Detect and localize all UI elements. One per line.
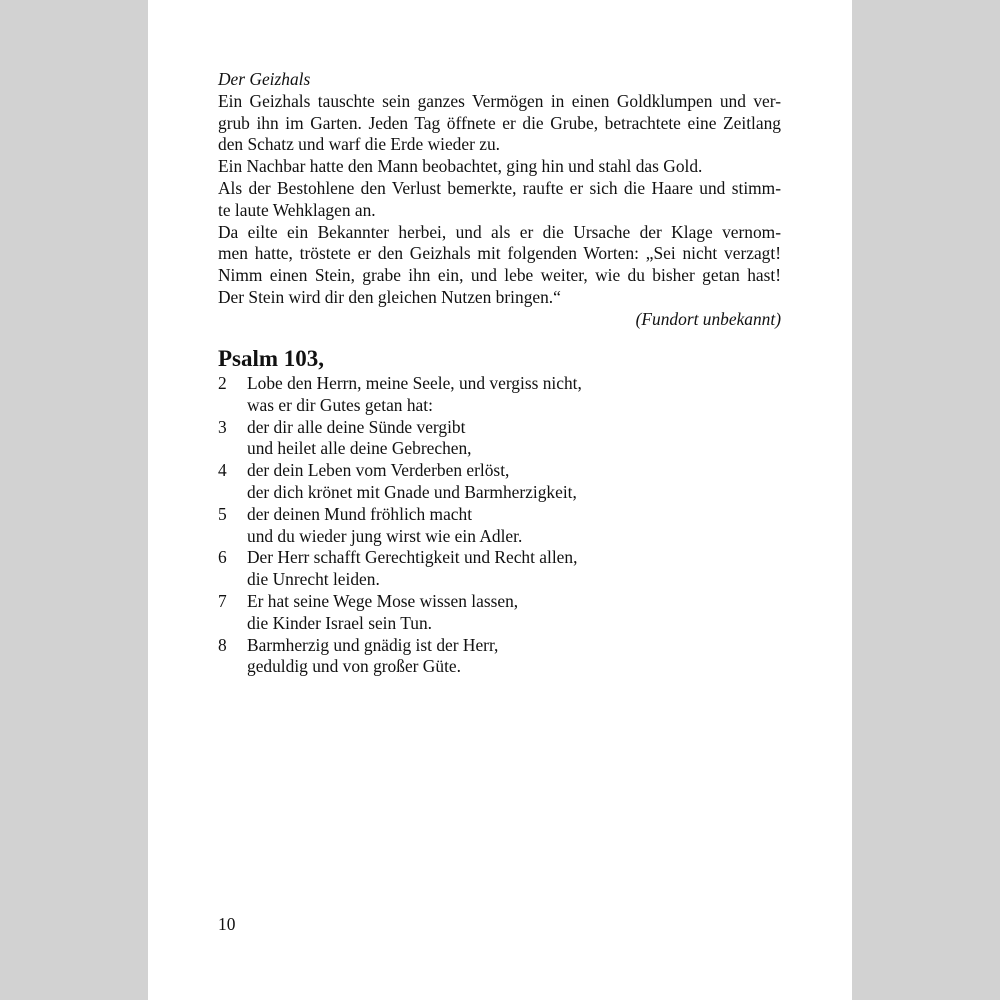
psalm-section (218, 345, 781, 678)
psalm-verse (218, 591, 781, 635)
story-section (218, 69, 781, 331)
verse-line: Barmherzig und gnädig ist der Herr, (247, 634, 499, 655)
story-source: (Fundort unbekannt) (635, 308, 781, 329)
verse-number: 7 (218, 590, 227, 611)
verse-line: Lobe den Herrn, meine Seele, und vergiss nicht, (247, 373, 582, 393)
story-line: te laute Wehklagen an. (218, 199, 376, 220)
psalm-verse (218, 635, 781, 679)
verse-number: 6 (218, 547, 227, 568)
verse-line: und heilet alle deine Gebrechen, (247, 438, 472, 459)
story-line: Ein Geizhals tauschte sein ganzes Vermögen in einen Goldklumpen und ver- (218, 90, 781, 111)
verse-number: 2 (218, 373, 227, 393)
verse-text (247, 547, 781, 591)
psalm-verse (218, 460, 781, 504)
verse-line: die Kinder Israel sein Tun. (247, 612, 432, 633)
story-line: Ein Nachbar hatte den Mann beobachtet, ging hin und stahl das Gold. (218, 156, 703, 177)
story-line: men hatte, tröstete er den Geizhals mit folgenden Worten: „Sei nicht verzagt! (218, 243, 781, 264)
psalm-verse (218, 547, 781, 591)
verse-line: der dir alle deine Sünde vergibt (247, 416, 466, 437)
story-title: Der Geizhals (218, 69, 311, 89)
psalm-verse (218, 504, 781, 548)
page-number: 10 (218, 914, 236, 934)
verse-line: der dein Leben vom Verderben erlöst, (247, 460, 510, 481)
verse-line: geduldig und von großer Güte. (247, 656, 461, 677)
verse-number: 8 (218, 634, 227, 655)
verse-text (247, 504, 781, 548)
verse-line: der dich krönet mit Gnade und Barmherzigkeit, (247, 481, 577, 502)
verse-text (247, 460, 781, 504)
verse-line: und du wieder jung wirst wie ein Adler. (247, 525, 523, 546)
story-line: Da eilte ein Bekannter herbei, und als er die Ursache der Klage vernom- (218, 221, 781, 242)
verse-number: 3 (218, 416, 227, 437)
story-line: grub ihn im Garten. Jeden Tag öffnete er die Grube, betrachtete eine Zeitlang (218, 112, 781, 133)
verse-number: 5 (218, 503, 227, 524)
psalm-verse (218, 417, 781, 461)
verse-text (247, 417, 781, 461)
psalm-verse (218, 373, 781, 417)
verse-line: Der Herr schafft Gerechtigkeit und Recht allen, (247, 547, 578, 568)
story-line: den Schatz und warf die Erde wieder zu. (218, 134, 500, 155)
verse-text (247, 591, 781, 635)
verse-text (247, 635, 781, 679)
story-line: Der Stein wird dir den gleichen Nutzen bringen.“ (218, 286, 561, 307)
story-line: Nimm einen Stein, grabe ihn ein, und lebe weiter, wie du bisher getan hast! (218, 265, 781, 286)
verse-line: Er hat seine Wege Mose wissen lassen, (247, 590, 519, 611)
verse-number: 4 (218, 460, 227, 481)
verse-line: der deinen Mund fröhlich macht (247, 503, 473, 524)
psalm-heading: Psalm 103, (218, 346, 325, 371)
document-page (148, 0, 852, 1000)
verse-line: die Unrecht leiden. (247, 569, 380, 590)
verse-line: was er dir Gutes getan hat: (247, 394, 433, 415)
story-line: Als der Bestohlene den Verlust bemerkte, raufte er sich die Haare und stimm- (218, 177, 781, 198)
verse-text (247, 373, 781, 417)
